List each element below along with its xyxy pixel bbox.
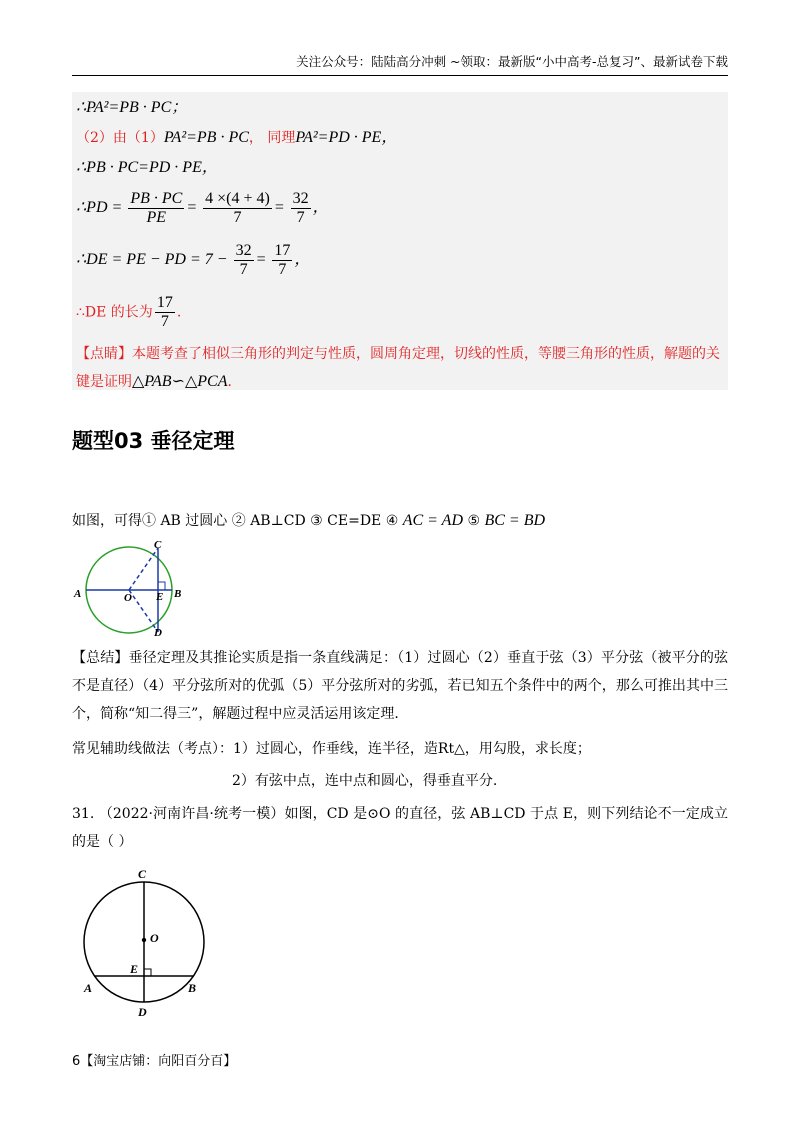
- aux-line-2: 2）有弦中点，连中点和圆心，得垂直平分.: [232, 773, 498, 789]
- section-title: 题型03 垂径定理: [72, 429, 235, 453]
- line4-lhs: ∴PD =: [76, 199, 123, 217]
- fig2-label-e: E: [130, 962, 139, 976]
- aux-line-1: 常见辅助线做法（考点）：1）过圆心，作垂线，连半径，造Rt△，用勾股，求长度；: [72, 741, 591, 757]
- fig2-label-c: C: [138, 868, 147, 881]
- solution-box: [72, 92, 728, 390]
- solution-note: 【点睛】本题考查了相似三角形的判定与性质，圆周角定理，切线的性质，等腰三角形的性质，解题的关键是证明△PAB∽△PCA．: [76, 346, 720, 390]
- fig1-label-d: D: [154, 627, 162, 639]
- question-source: （2022·河南许昌·统考一模）: [98, 806, 285, 822]
- fig2-label-b: B: [188, 981, 197, 995]
- line4-fraction-1: $\frac{PB \cdot PC}{PE}$: [130, 190, 183, 226]
- intro-eq5: BC = BD: [484, 512, 546, 529]
- figure-2-diagram: [80, 868, 220, 1018]
- intro-sep: ⑤: [467, 513, 481, 529]
- summary-label: 【总结】: [72, 650, 129, 666]
- solution-line-2-mid: ， 同理: [248, 130, 296, 146]
- note-label: 【点睛】: [76, 346, 132, 362]
- solution-line-1: ∴PA²=PB · PC；: [76, 99, 188, 116]
- fig1-label-o: O: [124, 592, 132, 604]
- fig1-label-c: C: [154, 540, 162, 551]
- intro-text: 如图，可得① AB 过圆心 ② AB⊥CD ③ CE=DE ④: [72, 513, 399, 529]
- page-header: 关注公众号：陆陆高分冲刺 ~领取：最新版“小中高考-总复习”、最新试卷下载: [72, 52, 728, 76]
- intro-line: [72, 510, 545, 532]
- fig2-label-o: O: [150, 931, 159, 945]
- question-number: 31.: [72, 806, 95, 822]
- fig1-label-a: A: [74, 588, 82, 600]
- note-text: 本题考查了相似三角形的判定与性质，圆周角定理，切线的性质，等腰三角形的性质，解题的关键是证明: [76, 346, 720, 390]
- solution-line-3: ∴PB · PC=PD · PE，: [76, 159, 218, 176]
- intro-eq4: AC = AD: [402, 512, 463, 529]
- line5-fraction-1: $\frac{32}{7}$: [235, 242, 252, 278]
- figure-1-diagram: [72, 540, 192, 640]
- line5-fraction-2: $\frac{17}{7}$: [274, 242, 291, 278]
- fig1-label-e: E: [156, 591, 164, 603]
- solution-line-2-prefix: （2）由（1）: [76, 130, 164, 146]
- fig2-label-a: A: [84, 981, 93, 995]
- line6-fraction: $\frac{17}{7}$: [156, 294, 173, 330]
- line4-fraction-3: $\frac{32}{7}$: [292, 190, 309, 226]
- question-text: 如图，CD 是⊙O 的直径，弦 AB⊥CD 于点 E，则下列结论不一定成立的是（ ）: [72, 806, 728, 850]
- question-31: [72, 800, 728, 856]
- line4-fraction-2: $\frac{4 \times(4 + 4)}{7}$: [205, 190, 270, 226]
- fig2-label-d: D: [138, 1005, 147, 1018]
- fig1-label-b: B: [174, 588, 182, 600]
- solution-line-2: [76, 128, 397, 148]
- line6-prefix: ∴DE 的长为: [76, 304, 153, 321]
- solution-line-5: ∴DE = PE − PD = 7 − $\frac{32}{7}$ = $\frac{17}{7}$ ，: [76, 242, 311, 278]
- solution-line-4: ∴PD = $\frac{PB \cdot PC}{PE}$ = $\frac{4 \times(4 + 4)}{7}$ = $\frac{32}{7}$ ，: [76, 190, 329, 226]
- solution-line-2-eq2: PA²=PD · PE，: [295, 129, 398, 146]
- note-math: △PAB∽△PCA: [132, 373, 228, 390]
- solution-line-2-eq1: PA²=PB · PC: [163, 129, 249, 146]
- summary-paragraph: [72, 644, 728, 728]
- summary-text: 垂径定理及其推论实质是指一条直线满足：（1）过圆心（2）垂直于弦（3）平分弦（被平分的弦不是直径）（4）平分弦所对的优弧（5）平分弦所对的劣弧，若已知五个条件中的两个，那么可推出其中三个，简称“知二得三”，解题过程中应灵活运用该定理.: [72, 650, 728, 722]
- page-footer: 6【淘宝店铺：向阳百分百】: [72, 1054, 237, 1069]
- solution-line-6: ∴DE 的长为 $\frac{17}{7}$ .: [76, 294, 182, 330]
- line5-lhs: ∴DE = PE − PD = 7 −: [76, 251, 228, 269]
